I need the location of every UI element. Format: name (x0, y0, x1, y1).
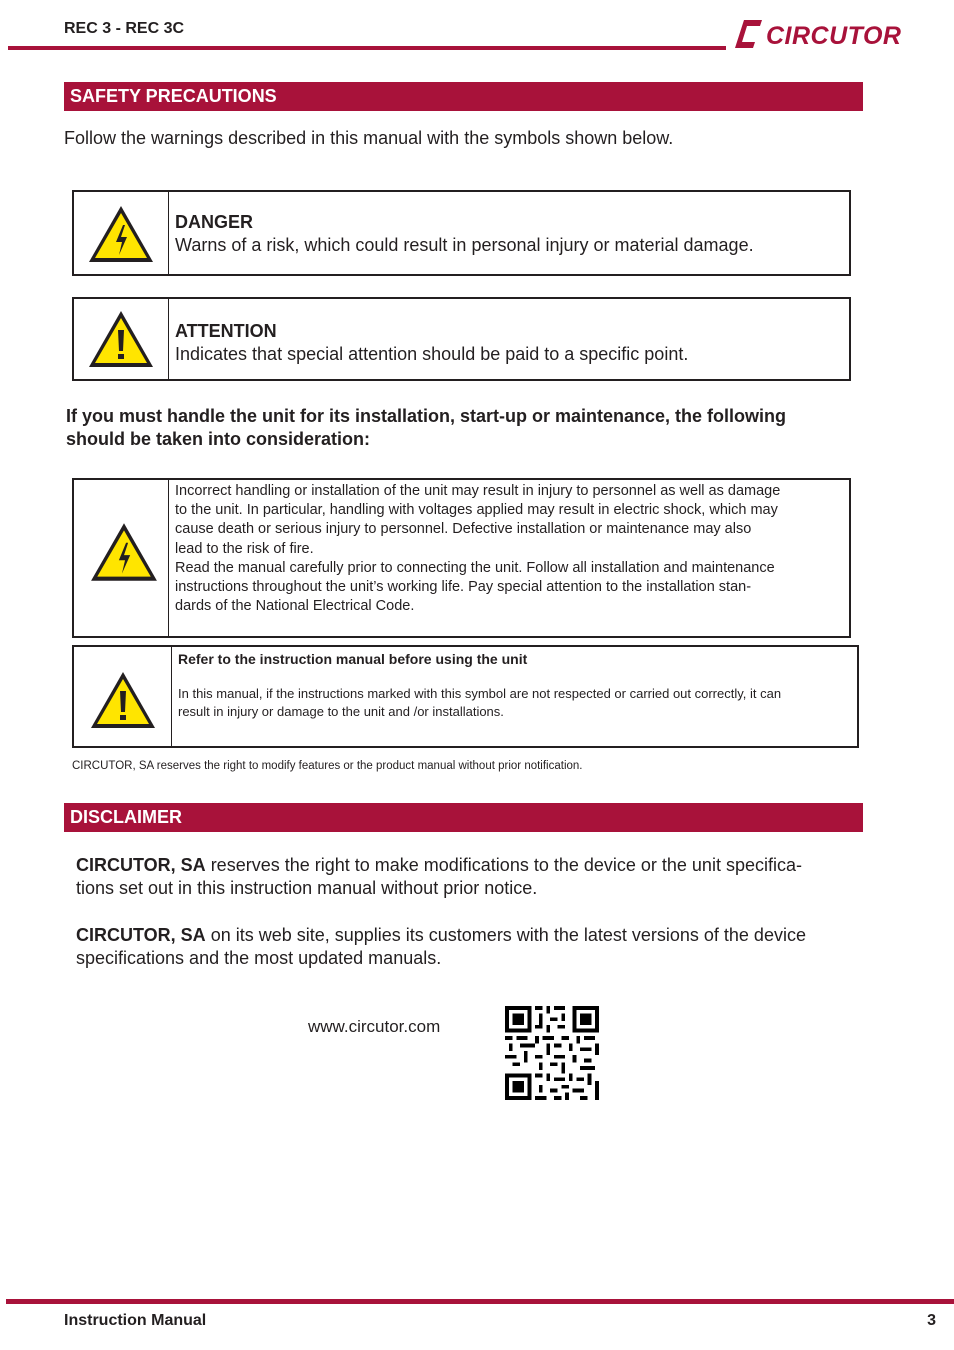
exclamation-warning-icon (88, 669, 158, 731)
electric-hazard-icon (86, 203, 156, 265)
electric-hazard-icon (88, 520, 160, 584)
rights-note: CIRCUTOR, SA reserves the right to modify features or the product manual without prior notification. (72, 760, 583, 772)
footer-label: Instruction Manual (64, 1312, 207, 1329)
manual-box-title: Refer to the instruction manual before using the unit (178, 651, 528, 667)
svg-text:CIRCUTOR: CIRCUTOR (766, 22, 902, 50)
document-model: REC 3 - REC 3C (64, 20, 185, 37)
header-rule (8, 46, 726, 50)
disclaimer-heading: DISCLAIMER (64, 803, 863, 832)
handling-line: instructions throughout the unit’s working life. Pay special attention to the installation stan- (175, 579, 752, 596)
danger-text: Warns of a risk, which could result in personal injury or material damage. (175, 235, 754, 255)
handling-line: Read the manual carefully prior to connecting the unit. Follow all installation and maintenance (175, 559, 775, 576)
disclaimer-paragraph-1: CIRCUTOR, SA reserves the right to make modifications to the device or the unit specifica- tions set out in this instruction manual without prior notice. (76, 855, 802, 898)
exclamation-warning-icon (86, 308, 156, 370)
disclaimer-paragraph-2: CIRCUTOR, SA on its web site, supplies its customers with the latest versions of the device specifications and the most updated manuals. (76, 925, 806, 968)
handling-line: dards of the National Electrical Code. (175, 598, 415, 615)
attention-title: ATTENTION (175, 321, 277, 341)
manual-box-line: result in injury or damage to the unit and /or installations. (178, 703, 504, 719)
website-link[interactable]: www.circutor.com (308, 1017, 441, 1036)
page-number: 3 (927, 1312, 936, 1329)
safety-intro: Follow the warnings described in this manual with the symbols shown below. (64, 128, 674, 148)
attention-box (72, 297, 851, 381)
handling-line: lead to the risk of fire. (175, 540, 314, 557)
handling-line: cause death or serious injury to personnel. Defective installation or maintenance may also (175, 521, 752, 538)
manual-reference-box (72, 645, 859, 748)
qr-code-icon[interactable] (505, 1006, 599, 1100)
attention-text: Indicates that special attention should be paid to a specific point. (175, 344, 689, 364)
manual-box-line: In this manual, if the instructions marked with this symbol are not respected or carried out correctly, it can (178, 686, 782, 701)
handling-warning-box (72, 478, 851, 638)
footer-rule (6, 1299, 954, 1304)
circutor-logo (732, 16, 912, 52)
handling-heading: If you must handle the unit for its installation, start-up or maintenance, the following should be taken into consideration: (66, 406, 787, 449)
handling-line: to the unit. In particular, handling with voltages applied may result in electric shock, which may (175, 502, 778, 519)
handling-line: Incorrect handling or installation of the unit may result in injury to personnel as well as damage (175, 483, 781, 499)
danger-title: DANGER (175, 212, 254, 232)
danger-box (72, 190, 851, 276)
safety-precautions-heading: SAFETY PRECAUTIONS (64, 82, 863, 111)
